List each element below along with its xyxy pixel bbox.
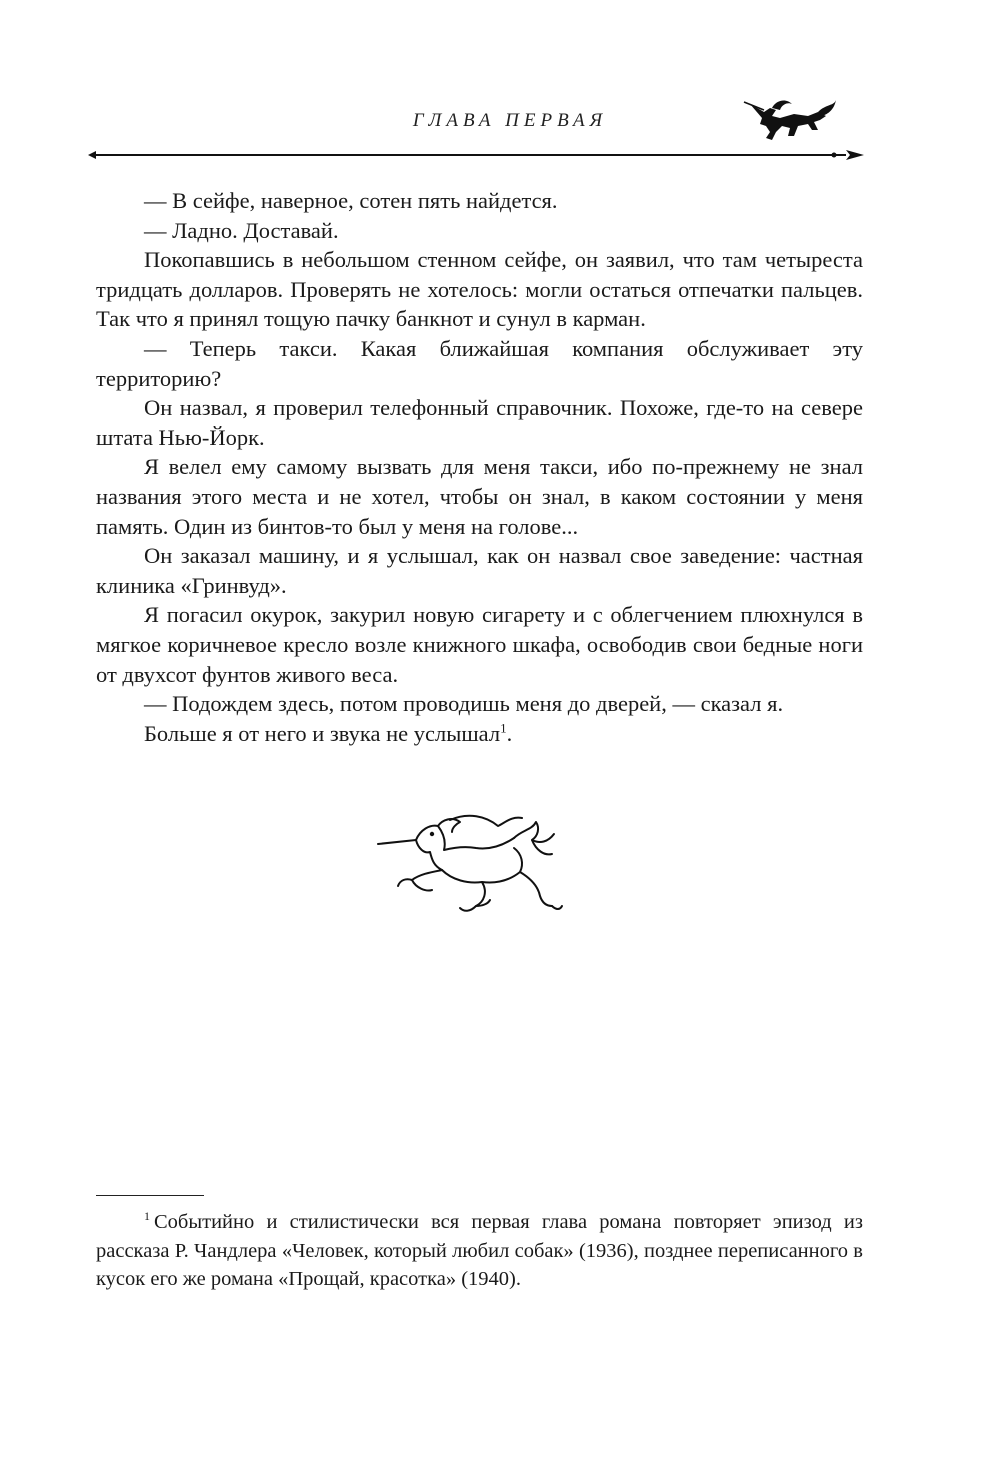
paragraph: Он заказал машину, и я услышал, как он назвал свое заведение: частная клиника «Гринвуд». — [96, 543, 863, 598]
paragraph: — Подождем здесь, потом проводишь меня до дверей, — сказал я. — [144, 691, 784, 717]
footnote-marker: 1 — [144, 1209, 150, 1224]
footnote-paragraph — [96, 1208, 863, 1294]
unicorn-silhouette-icon — [742, 96, 838, 146]
paragraph: — Теперь такси. Какая ближайшая компания обслуживает эту территорию? — [96, 335, 863, 391]
paragraph: Покопавшись в небольшом стенном сейфе, он заявил, что там четыреста тридцать долларов. Проверять не хотелось: могли остаться отпечатки пальцев. Так что я принял тощую пачку банкнот и сунул в карман. — [96, 247, 863, 332]
footnote-separator — [96, 1195, 204, 1196]
paragraph: Я погасил окурок, закурил новую сигарету и с облегчением плюхнулся в мягкое коричневое кресло возле книжного шкафа, освободив свои бедные ноги от двухсот фунтов живого веса. — [96, 602, 863, 687]
arrow-rule-icon — [86, 148, 866, 162]
paragraph-text: Больше я от него и звука не услышал — [144, 720, 501, 746]
footnote-text: Событийно и стилистически вся первая глава романа повторяет эпизод из рассказа Р. Чандлера «Человек, который любил собак» (1936), позднее переписанного в кусок его же романа «Прощай, красотка» (1940). — [96, 1211, 863, 1290]
main-text — [96, 186, 863, 748]
chapter-running-head: ГЛАВА ПЕРВАЯ — [412, 110, 608, 131]
footnote — [96, 1208, 863, 1294]
unicorn-line-art-icon — [372, 808, 566, 916]
paragraph: Я велел ему самому вызвать для меня такси, ибо по-прежнему не знал названия этого места и не хотел, чтобы он знал, в каком состоянии у меня память. Один из бинтов-то был у меня на голове... — [96, 454, 863, 539]
paragraph: — Ладно. Доставай. — [144, 217, 339, 243]
paragraph: Он назвал, я проверил телефонный справочник. Похоже, где-то на севере штата Нью-Йорк. — [96, 395, 863, 450]
paragraph-with-footnote: Больше я от него и звука не услышал$^1$. — [144, 720, 513, 746]
footnote-reference[interactable]: 1 — [500, 720, 507, 736]
paragraph: — В сейфе, наверное, сотен пять найдется. — [144, 188, 558, 213]
